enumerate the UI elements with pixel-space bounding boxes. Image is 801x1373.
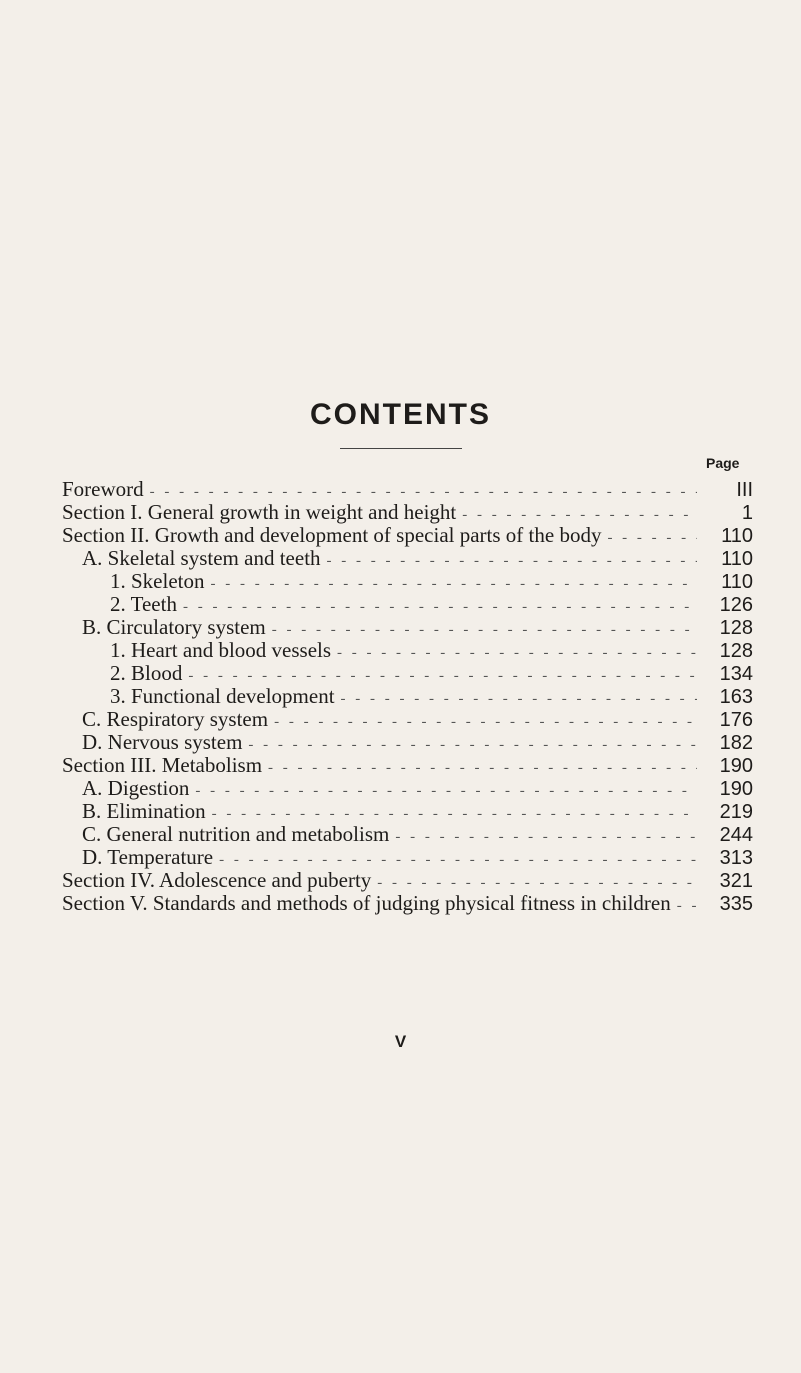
- toc-entry-title: A. Digestion: [82, 776, 190, 800]
- toc-entry-page: 219: [719, 801, 753, 823]
- toc-entry-page: 182: [719, 732, 753, 754]
- toc-entry-title: C. Respiratory system: [82, 707, 269, 731]
- toc-entry-title: Section IV. Adolescence and puberty: [62, 868, 372, 892]
- toc-entry-title: 1. Skeleton: [110, 569, 205, 593]
- toc-entry-title: Foreword: [62, 477, 144, 501]
- toc-entry: [110, 661, 753, 685]
- toc-entry-title: 3. Functional development: [110, 684, 335, 708]
- toc-entry-page: III: [736, 479, 753, 501]
- toc-entry-page: 313: [719, 847, 753, 869]
- title-rule: [340, 448, 462, 449]
- toc-entry: [82, 730, 753, 754]
- toc-entry-page: 1: [741, 502, 753, 524]
- toc-entry-page: 128: [719, 617, 753, 639]
- toc-entry-page: 110: [721, 525, 753, 547]
- toc-entry: [62, 891, 753, 915]
- toc-entry: [62, 500, 753, 524]
- toc-entry: [82, 799, 753, 823]
- toc-entry: [110, 638, 753, 662]
- toc-entry-page: 176: [719, 709, 753, 731]
- toc-entry-page: 190: [719, 755, 753, 777]
- toc-entry: [82, 707, 753, 731]
- page-number: V: [394, 1032, 407, 1051]
- toc-entry-title: C. General nutrition and metabolism: [82, 822, 390, 846]
- toc-entry: [110, 684, 753, 708]
- toc-entry-title: 2. Blood: [110, 661, 183, 685]
- toc-entry-page: 128: [719, 640, 753, 662]
- dot-leader: [677, 894, 697, 918]
- toc-entry-page: 244: [719, 824, 753, 846]
- toc-entry: [62, 523, 753, 547]
- toc-entry-page: 163: [719, 686, 753, 708]
- toc-entry: [62, 477, 753, 501]
- toc-entry: [62, 868, 753, 892]
- toc-entry-title: D. Temperature: [82, 845, 214, 869]
- toc-entry-title: 2. Teeth: [110, 592, 177, 616]
- toc-entry-page: 190: [719, 778, 753, 800]
- toc-entry-title: A. Skeletal system and teeth: [82, 546, 321, 570]
- toc-entry-title: Section II. Growth and development of special parts of the body: [62, 523, 602, 547]
- toc-entry-page: 134: [719, 663, 753, 685]
- toc-entry-title: B. Elimination: [82, 799, 206, 823]
- toc-entry: [110, 569, 753, 593]
- toc-entry: [82, 615, 753, 639]
- toc-entry-page: 110: [721, 548, 753, 570]
- toc-entry-title: 1. Heart and blood vessels: [110, 638, 332, 662]
- toc-entry: [110, 592, 753, 616]
- toc-entry-title: Section V. Standards and methods of judging physical fitness in children: [62, 891, 671, 915]
- toc-entry-title: B. Circulatory system: [82, 615, 266, 639]
- toc-entry: [62, 753, 753, 777]
- page-title: CONTENTS: [310, 398, 491, 431]
- toc-entry: [82, 845, 753, 869]
- toc-entry-title: Section I. General growth in weight and height: [62, 500, 457, 524]
- toc-entry-page: 110: [721, 571, 753, 593]
- page-column-header: Page: [706, 455, 740, 471]
- toc-entry: [82, 546, 753, 570]
- toc-entry: [82, 776, 753, 800]
- toc-entry-title: Section III. Metabolism: [62, 753, 263, 777]
- toc-entry-title: D. Nervous system: [82, 730, 243, 754]
- toc-entry-page: 126: [719, 594, 753, 616]
- toc-entry-page: 321: [719, 870, 753, 892]
- toc-entry: [82, 822, 753, 846]
- toc-entry-page: 335: [719, 893, 753, 915]
